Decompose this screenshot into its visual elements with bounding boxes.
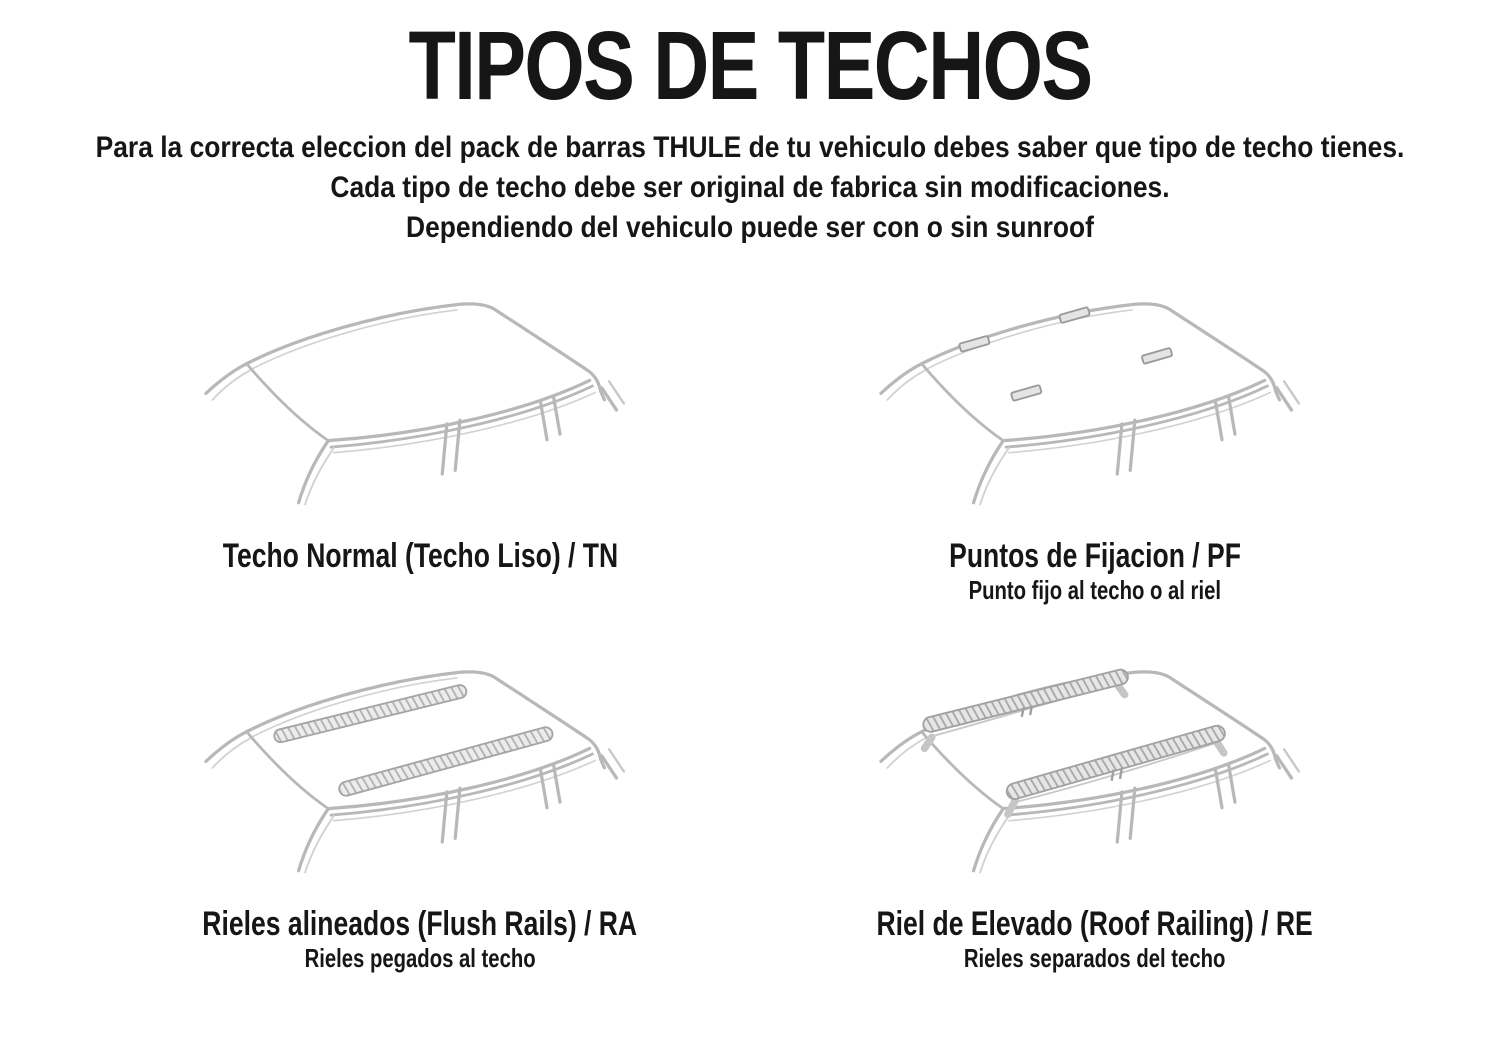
roof-type-tn-label: Techo Normal (Techo Liso) / TN bbox=[222, 537, 618, 575]
roof-types-grid bbox=[0, 284, 1500, 974]
intro-paragraph bbox=[0, 128, 1500, 248]
page-title: TIPOS DE TECHOS bbox=[408, 11, 1092, 120]
fixation-points-roof-illustration bbox=[835, 284, 1355, 525]
normal-roof-illustration bbox=[160, 284, 680, 525]
roof-type-tn-figure bbox=[0, 284, 750, 606]
roof-type-pf-sublabel: Punto fijo al techo o al riel bbox=[968, 575, 1222, 605]
intro-line-3: Dependiendo del vehiculo puede ser con o sin sunroof bbox=[406, 211, 1094, 244]
intro-line-1: Para la correcta eleccion del pack de barras THULE de tu vehiculo debes saber que tipo de techo tienes. bbox=[95, 131, 1405, 164]
roof-type-re-sublabel: Rieles separados del techo bbox=[964, 943, 1226, 973]
roof-type-re-label: Riel de Elevado (Roof Railing) / RE bbox=[876, 905, 1314, 943]
raised-rails-roof-illustration bbox=[835, 652, 1355, 893]
intro-line-2: Cada tipo de techo debe ser original de fabrica sin modificaciones. bbox=[330, 171, 1170, 204]
flush-rail-bars bbox=[273, 684, 554, 798]
roof-type-ra-figure bbox=[0, 652, 750, 974]
flush-rails-roof-illustration bbox=[160, 652, 680, 893]
roof-type-re-figure bbox=[750, 652, 1500, 974]
roof-type-pf-label: Puntos de Fijacion / PF bbox=[949, 537, 1241, 575]
fixation-point-pads bbox=[959, 307, 1172, 401]
roof-type-ra-label: Rieles alineados (Flush Rails) / RA bbox=[202, 905, 638, 943]
roof-type-pf-figure bbox=[750, 284, 1500, 606]
roof-type-ra-sublabel: Rieles pegados al techo bbox=[304, 943, 536, 973]
